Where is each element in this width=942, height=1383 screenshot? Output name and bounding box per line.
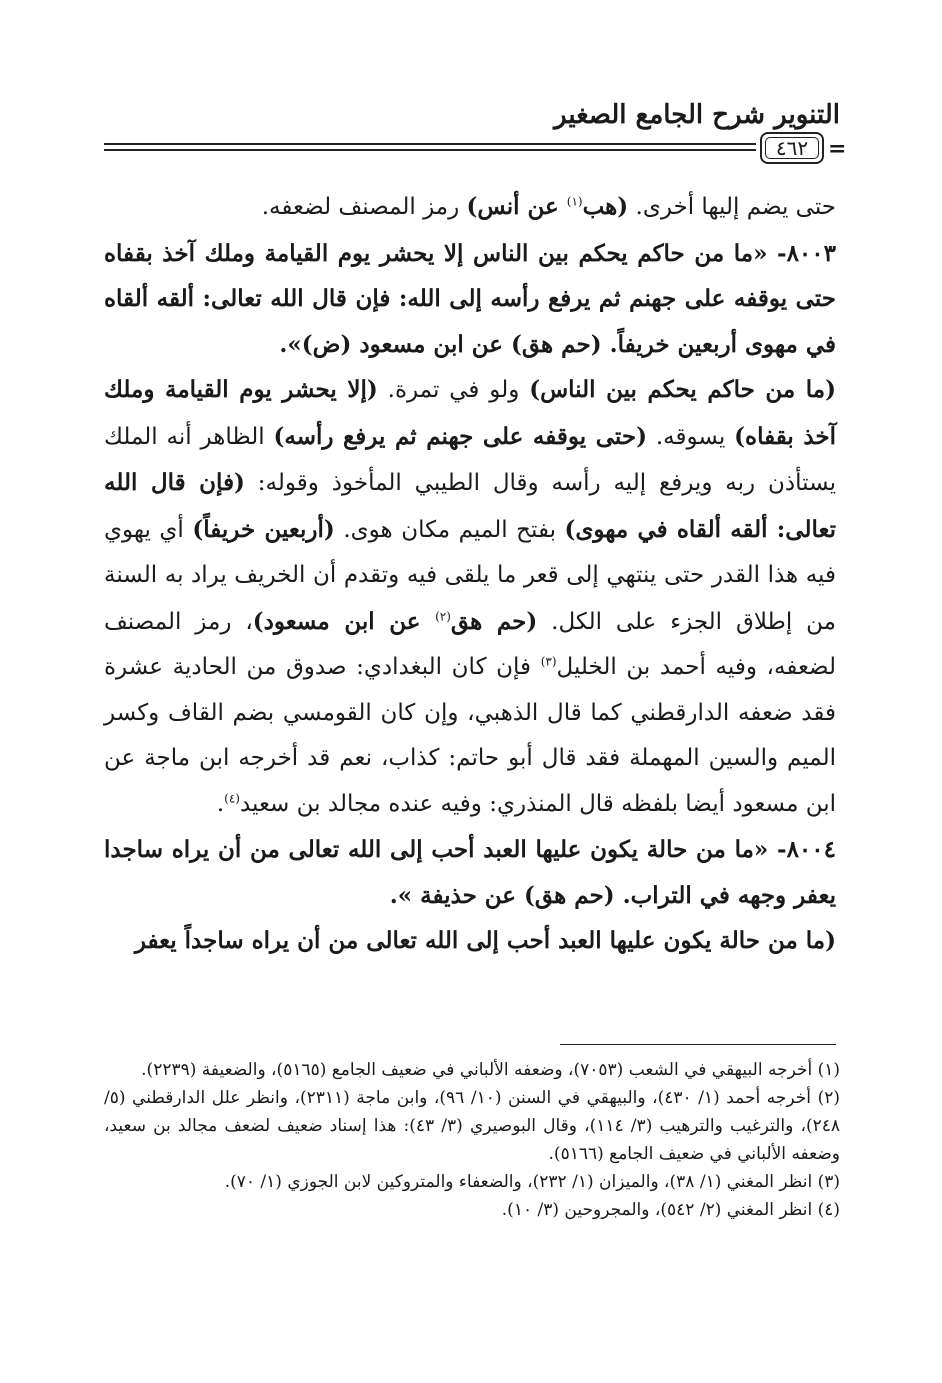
- running-header-title: التنوير شرح الجامع الصغير: [554, 100, 840, 130]
- footnote-1: (١) أخرجه البيهقي في الشعب (٧٠٥٣)، وضعفه الألباني في ضعيف الجامع (٥١٦٥)، والضعيفة (٢٢٣٩).: [141, 1060, 840, 1080]
- text-run: أي يهوي فيه هذا القدر حتى ينتهي إلى قعر ما يلقى فيه وتقدم أن الخريف يراد به السنة من إطلاق الجزء على الكل.: [104, 516, 836, 635]
- header-mark: =: [828, 136, 847, 162]
- text-run: ، رمز المصنف لضعفه، وفيه أحمد بن الخليل: [104, 608, 836, 680]
- footnote-marker: (٣): [540, 654, 557, 669]
- text-run: الظاهر أنه الملك يستأذن ربه ويرفع إليه رأسه وقال الطيبي المأخوذ وقوله:: [104, 423, 836, 496]
- source-ref: عن أنس): [466, 193, 567, 220]
- text-run: حتى يضم إليها أخرى.: [628, 194, 836, 220]
- text-run: رمز المصنف لضعفه.: [261, 194, 467, 220]
- footnote-4: (٤) انظر المغني (٢/ ٥٤٢)، والمجروحين (٣/ ١٠).: [501, 1200, 840, 1220]
- footnotes: [104, 1056, 840, 1224]
- page-number-frame: [760, 132, 824, 164]
- text-run: بفتح الميم مكان هوى.: [334, 516, 565, 543]
- hadith-8003: ٨٠٠٣- «ما من حاكم يحكم بين الناس إلا يحشر يوم القيامة وملك آخذ بقفاه حتى يوقفه على جهنم ثم يرفع رأسه إلى الله: فإن قال الله تعالى: ألقه ألقاه في مهوى أربعين خريفاً. (حم هق) عن ابن مسعود (ض)».: [104, 239, 836, 358]
- commentary-8004-start: (ما من حالة يكون عليها العبد أحب إلى الله تعالى من أن يراه ساجداً يعفر: [134, 927, 836, 954]
- main-text: [104, 184, 836, 964]
- footnote-separator: [560, 1044, 836, 1045]
- footnote-2: (٢) أخرجه أحمد (١/ ٤٣٠)، والبيهقي في السنن (١٠/ ٩٦)، وابن ماجة (٢٣١١)، وانظر علل الدارقطني (٥/ ٢٤٨)، والترغيب والترهيب (٣/ ١١٤)، وقال البوصيري (٣/ ٤٣): هذا إسناد ضعيف لضعف مجالد بن سعيد، وضعفه الألباني في ضعيف الجامع (٥١٦٦).: [104, 1088, 840, 1164]
- page-number: ٤٦٢: [775, 136, 809, 160]
- text-run: فإن كان البغدادي: صدوق من الحادية عشرة فقد ضعفه الدارقطني كما قال الذهبي، وإن كان القومسي بضم القاف وكسر الميم والسين المهملة فقد قال أبو حاتم: كذاب، نعم قد أخرجه ابن ماجة عن ابن مسعود أيضا بلفظه قال المنذري: وفيه عنده مجالد بن سعيد: [104, 654, 836, 817]
- quoted-phrase: (حتى يوقفه على جهنم ثم يرفع رأسه): [273, 422, 647, 450]
- quoted-phrase: (إلا يحشر يوم القيامة وملك آخذ بقفاه): [104, 376, 836, 450]
- footnote-3: (٣) انظر المغني (١/ ٣٨)، والميزان (١/ ٢٣٢)، والضعفاء والمتروكين لابن الجوزي (١/ ٧٠).: [224, 1172, 840, 1192]
- source-ref: (حم هق: [450, 607, 538, 635]
- text-run: ولو في تمرة.: [377, 377, 530, 403]
- footnote-marker: (٤): [224, 790, 240, 805]
- text-run: .: [216, 790, 225, 817]
- hadith-8004: ٨٠٠٤- «ما من حالة يكون عليها العبد أحب إلى الله تعالى من أن يراه ساجدا يعفر وجهه في التراب. (حم هق) عن حذيفة ».: [104, 836, 836, 909]
- quoted-phrase: (فإن قال الله تعالى: ألقه ألقاه في مهوى): [104, 469, 836, 543]
- commentary-8003: [104, 367, 836, 827]
- footnote-marker: (٢): [435, 608, 451, 623]
- text-run: يسوقه.: [646, 423, 735, 450]
- source-ref: عن ابن مسعود): [252, 607, 436, 635]
- header-double-rule: [104, 143, 756, 151]
- quoted-phrase: (أربعين خريفاً): [192, 515, 335, 543]
- footnote-marker: (١): [566, 194, 583, 209]
- paragraph-continuation: [104, 184, 836, 231]
- source-ref: (هب: [582, 193, 629, 220]
- quoted-phrase: (ما من حاكم يحكم بين الناس): [529, 376, 837, 403]
